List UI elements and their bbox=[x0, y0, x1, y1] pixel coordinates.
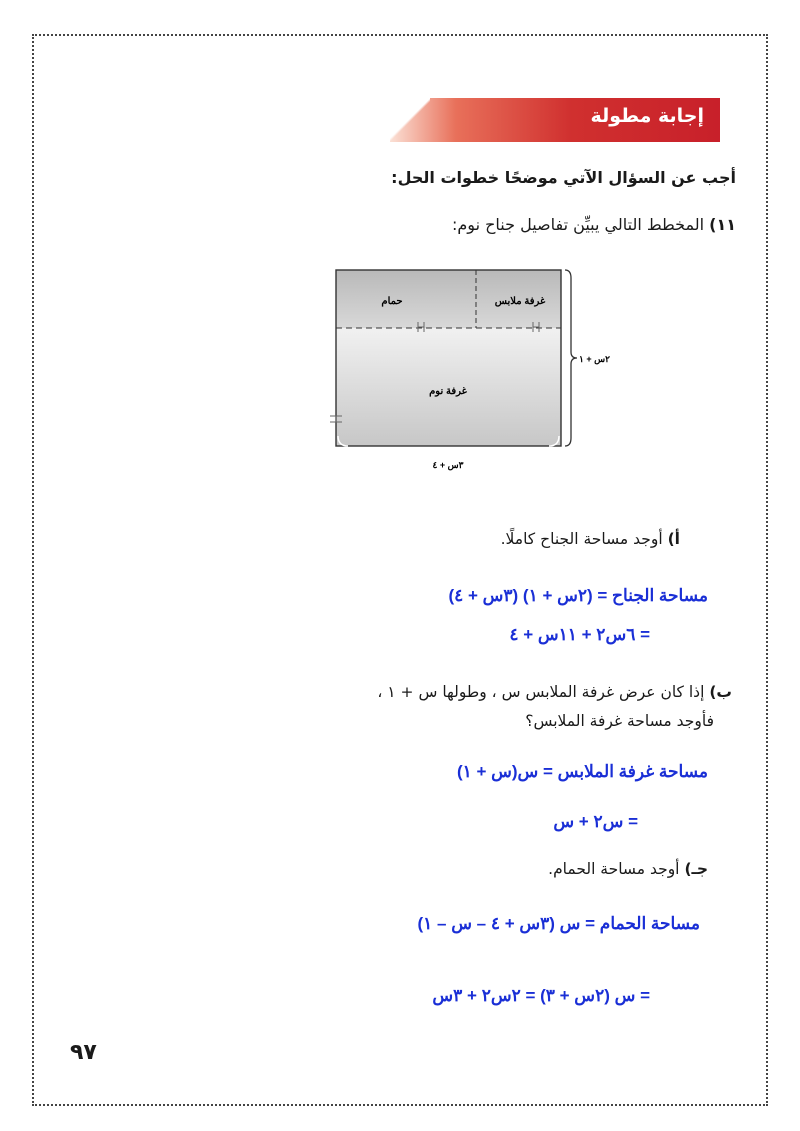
height-brace bbox=[565, 270, 577, 446]
part-b-text-2: فأوجد مساحة غرفة الملابس؟ bbox=[525, 712, 714, 730]
part-a-answer-2: = ٦س٢ + ١١س + ٤ bbox=[509, 625, 650, 644]
bottom-length-label: ٣س + ٤ bbox=[432, 460, 464, 470]
label-bedroom: غرفة نوم bbox=[429, 386, 467, 397]
question-title bbox=[452, 215, 736, 234]
question-number: ١١) bbox=[709, 215, 736, 234]
side-length-label: ٢س + ١ bbox=[579, 354, 610, 364]
part-c-answer-1: مساحة الحمام = س (٣س + ٤ – س – ١) bbox=[417, 914, 700, 933]
part-a-text: أوجد مساحة الجناح كاملًا. bbox=[500, 530, 663, 548]
page-number: ٩٧ bbox=[70, 1040, 97, 1065]
floor-plan-diagram bbox=[330, 270, 610, 480]
question-text: المخطط التالي يبيِّن تفاصيل جناح نوم: bbox=[452, 215, 705, 234]
part-a-label: أ) bbox=[667, 530, 680, 548]
instructions: أجب عن السؤال الآتي موضحًا خطوات الحل: bbox=[391, 168, 736, 187]
part-b-answer-1: مساحة غرفة الملابس = س(س + ١) bbox=[456, 762, 708, 781]
part-a-answer-1: مساحة الجناح = (٢س + ١) (٣س + ٤) bbox=[448, 586, 708, 605]
part-b-answer-2: = س٢ + س bbox=[553, 812, 638, 831]
section-banner bbox=[390, 98, 720, 142]
part-c-answer-2: = س (٢س + ٣) = ٢س٢ + ٣س bbox=[432, 986, 650, 1005]
label-closet: غرفة ملابس bbox=[494, 296, 546, 307]
label-bathroom: حمام bbox=[381, 296, 403, 307]
part-c-text: أوجد مساحة الحمام. bbox=[548, 860, 680, 878]
part-a-question bbox=[501, 530, 680, 548]
part-b-label: ب) bbox=[709, 683, 732, 701]
part-b-text-1: إذا كان عرض غرفة الملابس س ، وطولها س + ١ ، bbox=[377, 683, 705, 701]
part-c-question bbox=[548, 860, 708, 878]
section-title: إجابة مطولة bbox=[590, 105, 704, 127]
page-border bbox=[32, 34, 768, 1106]
part-b-question-1 bbox=[377, 683, 732, 701]
part-c-label: جـ) bbox=[684, 860, 708, 878]
